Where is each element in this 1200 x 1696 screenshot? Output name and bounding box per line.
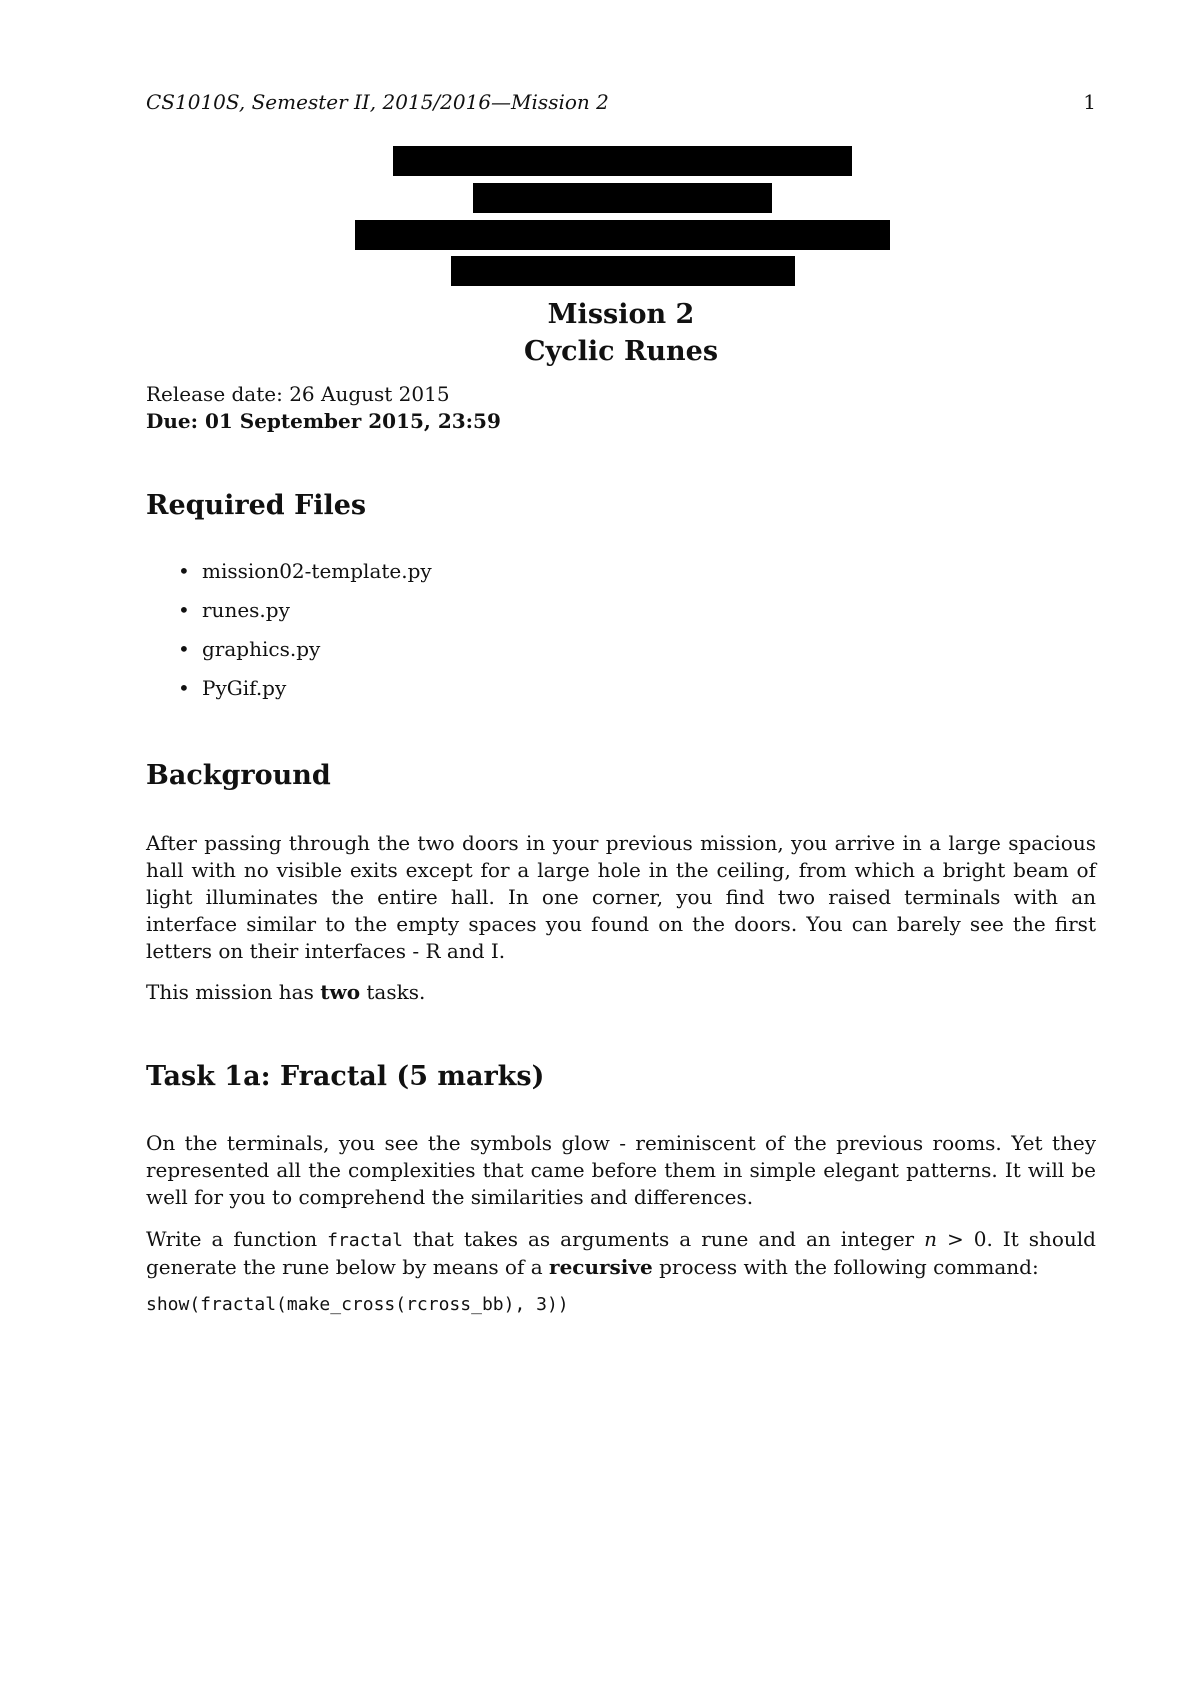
redaction-bar [355,220,890,250]
redaction-bar [451,256,795,286]
section-heading-task-1a: Task 1a: Fractal (5 marks) [146,1061,545,1092]
mission-title [146,296,1096,370]
course-header: CS1010S, Semester II, 2015/2016—Mission 2 [146,90,609,114]
release-date: Release date: 26 August 2015 [146,382,450,406]
file-item: • PyGif.py [146,677,432,716]
page-number: 1 [1083,90,1096,114]
due-date: Due: 01 September 2015, 23:59 [146,409,501,433]
file-item: • mission02-template.py [146,560,432,599]
mission-name: Cyclic Runes [523,336,719,367]
tasks-count-paragraph: This mission has two tasks. [146,980,426,1004]
background-paragraph: After passing through the two doors in your previous mission, you arrive in a large spacious hall with no visible exits except for a large hole in the ceiling, from which a bright beam of light illuminates the entire hall. In one corner, you find two raised terminals with an interface similar to the empty spaces you found on the doors. You can barely see the first letters on their interfaces - R and I. [146,831,1096,963]
dates-block [146,381,501,435]
document-page [146,0,1096,1696]
recursive-keyword: recursive [549,1255,653,1279]
running-header [146,90,1096,114]
section-heading-required-files: Required Files [146,490,367,521]
tasks-count: two [320,980,361,1004]
code-command: show(fractal(make_cross(rcross_bb), 3)) [146,1294,569,1315]
file-item: • runes.py [146,599,432,638]
required-files-list [146,560,432,716]
task-1a-instruction: Write a function fractal that takes as arguments a rune and an integer n > 0. It should generate the rune below by means of a recursive process with the following command: [146,1227,1096,1279]
file-item: • graphics.py [146,638,432,677]
task-1a-paragraph: On the terminals, you see the symbols glow - reminiscent of the previous rooms. Yet they represented all the complexities that came before them in simple elegant patterns. It will be well for you to comprehend the similarities and differences. [146,1131,1096,1209]
fractal-function-name: fractal [327,1230,403,1251]
redaction-bar [393,146,852,176]
redaction-bar [473,183,772,213]
section-heading-background: Background [146,760,331,791]
math-variable-n: n [924,1227,937,1251]
mission-number: Mission 2 [547,299,695,330]
